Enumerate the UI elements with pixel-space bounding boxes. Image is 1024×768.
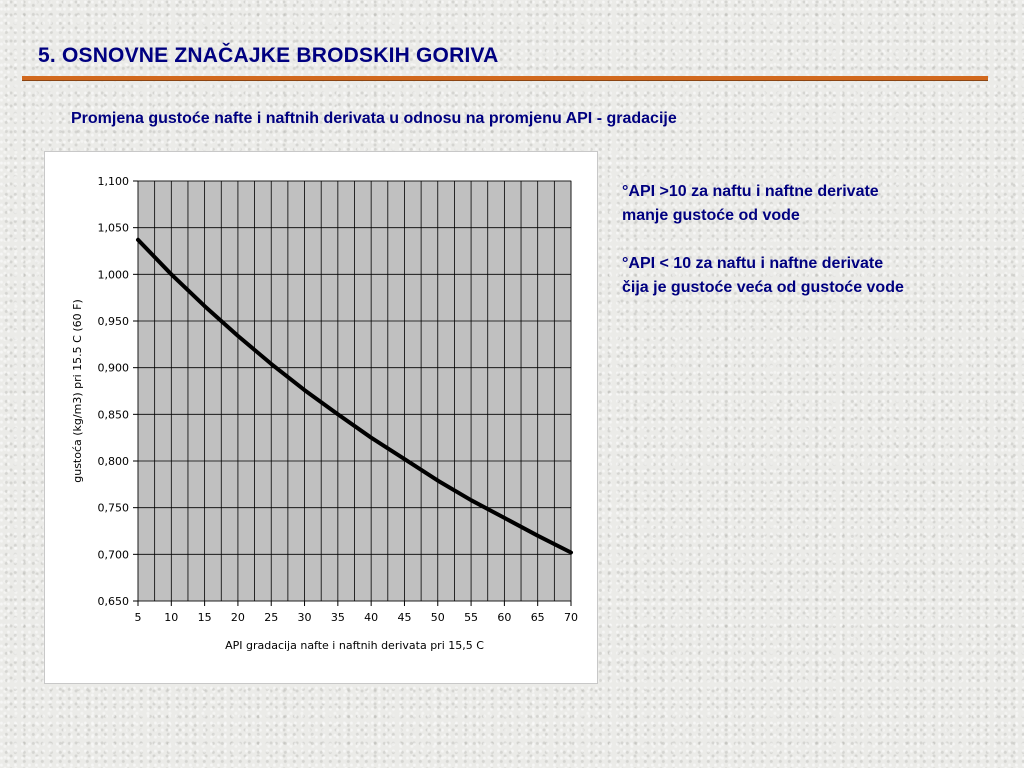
x-tick-label: 5	[134, 611, 142, 624]
x-tick-label: 25	[264, 611, 279, 624]
notes-panel	[622, 180, 1012, 324]
y-tick-label: 0,850	[97, 408, 129, 422]
y-tick-label: 1,050	[97, 221, 129, 235]
note-api-above-10: °API >10 za naftu i naftne derivate manje gustoće od vode	[622, 183, 879, 224]
x-tick-label: 55	[464, 611, 479, 624]
density-api-chart	[45, 152, 597, 683]
x-tick-label: 65	[530, 611, 545, 624]
y-tick-label: 1,100	[97, 175, 129, 188]
x-tick-label: 30	[297, 611, 312, 624]
y-tick-label: 0,750	[97, 501, 129, 515]
x-tick-label: 50	[430, 611, 445, 624]
x-tick-label: 60	[497, 611, 512, 624]
y-tick-label: 0,950	[97, 315, 129, 328]
y-tick-label: 1,000	[97, 268, 129, 282]
chart-subtitle: Promjena gustoće nafte i naftnih derivata u odnosu na promjenu API - gradacije	[71, 110, 677, 127]
note-api-below-10: °API < 10 za naftu i naftne derivate čija je gustoće veća od gustoće vode	[622, 255, 904, 296]
y-tick-label: 0,800	[97, 455, 129, 468]
x-tick-label: 40	[364, 611, 379, 624]
slide-title: 5. OSNOVNE ZNAČAJKE BRODSKIH GORIVA	[38, 44, 499, 67]
x-tick-label: 20	[230, 611, 245, 624]
y-tick-label: 0,900	[97, 361, 129, 375]
x-tick-label: 70	[564, 611, 578, 624]
x-tick-label: 15	[197, 611, 212, 624]
y-axis-title: gustoća (kg/m3) pri 15.5 C (60 F)	[71, 299, 84, 483]
title-rule	[22, 76, 988, 81]
x-axis-title: API gradacija nafte i naftnih derivata pri 15,5 C	[225, 639, 484, 652]
y-tick-label: 0,700	[97, 548, 129, 562]
y-tick-label: 0,650	[97, 595, 129, 608]
chart-container	[44, 151, 598, 684]
x-tick-label: 10	[164, 611, 179, 624]
x-tick-label: 45	[397, 611, 412, 624]
x-tick-label: 35	[330, 611, 345, 624]
